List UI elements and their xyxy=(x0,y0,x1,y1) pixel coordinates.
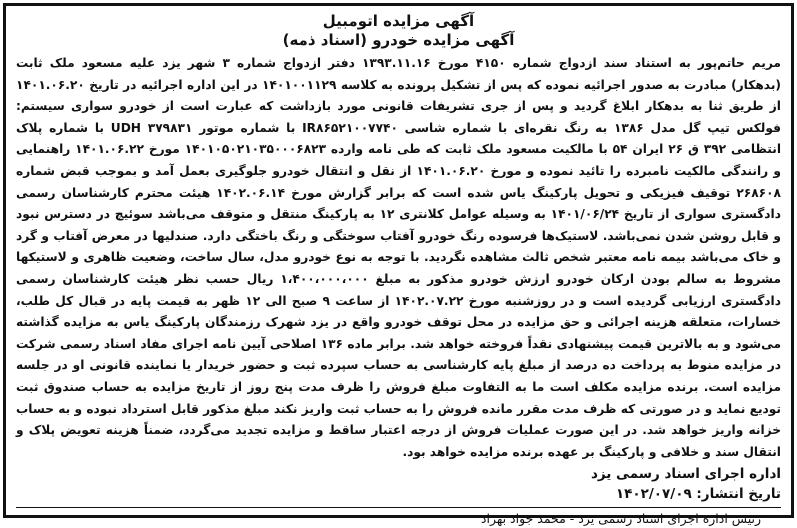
publish-date-label: تاریخ انتشار: xyxy=(696,486,781,503)
signatory: رئیس اداره اجرای اسناد رسمی یزد - محمد جواد بهراد xyxy=(480,511,761,527)
publish-date: ۱۴۰۲/۰۷/۰۹ xyxy=(615,486,692,503)
notice-paragraph: مریم حاتم‌پور به استناد سند ازدواج شماره ۴۱۵۰ مورخ ۱۳۹۳.۱۱.۱۶ دفتر ازدواج شماره ۳ شهر یزد علیه مسعود ملک ثابت (بدهکار) مبادرت به صدور اجرائیه نموده که پس از تشکیل پرونده به کلاسه ۱۴۰۱۰۰۱۱۲۹ در این اداره اجرائیه در تاریخ ۱۴۰۱.۰۶.۲۰ از طریق ثنا به بدهکار ابلاغ گردید و پس از جری تشریفات قانونی مورد بازداشت که عبارت است از خودرو سواری سیستم: فولکس تیپ گل مدل ۱۳۸۶ به رنگ نقره‌ای با شماره شاسی IR۸۶۵۲۱۰۰۷۷۴۰ با شماره موتور UDH ۳۷۹۸۳۱ با شماره پلاک انتظامی ۳۹۲ ق ۲۶ ایران ۵۴ با مالکیت مسعود ملک ثابت که طی نامه وارده ۱۴۰۱۰۵۰۲۱۰۳۵۰۰۰۶۸۲۳ مورخ ۱۴۰۱.۰۶.۲۲ راهنمایی و رانندگی مالکیت نامبرده را تائید نموده و مورخ ۱۴۰۱.۰۶.۲۰ از نقل و انتقال خودرو جلوگیری بعمل آمد و بموجب قبض شماره ۲۶۸۶۰۸ توقیف فیزیکی و تحویل پارکینگ یاس شده است که برابر گزارش مورخ ۱۴۰۲.۰۶.۱۴ هیئت محترم کارشناسان رسمی دادگستری سواری از تاریخ ۱۴۰۱/۰۶/۲۴ به وسیله عوامل کلانتری ۱۲ به پارکینگ منتقل و متوقف می‌باشد سوئیچ در دسترس نبود و قابل روشن شدن نمی‌باشد. لاستیک‌ها فرسوده رنگ خودرو آفتاب سوختگی و رنگ باختگی دارد. صندلیها در معرض آفتاب و گرد و خاک می‌باشد بیمه نامه معتبر شخص ثالث مشاهده نگردید. با توجه به نوع خودرو مدل، سال ساخت، وضعیت ظاهری و لاستیکها مشروط به سالم بودن ارکان خودرو ارزش خودرو مذکور به مبلغ ۱،۴۰۰،۰۰۰،۰۰۰ ریال حسب نظر هیئت کارشناسان رسمی دادگستری ارزیابی گردیده است و در روزشنبه مورخ ۱۴۰۲.۰۷.۲۲ از ساعت ۹ صبح الی ۱۲ ظهر به قیمت پایه در قبال کل طلب، خسارات، متعلقه هزینه اجرائی و حق مزایده در محل توقف خودرو واقع در یزد شهرک رزمندگان پارکینگ یاس به مزایده گذاشته می‌شود و به بالاترین قیمت پیشنهادی نقداً فروخته خواهد شد. برابر ماده ۱۳۶ اصلاحی آیین نامه اجرای مفاد اسناد رسمی شرکت در مزایده منوط به پرداخت ده درصد از مبلغ پایه کارشناسی به حساب سپرده ثبت و حضور خریدار یا نماینده قانونی او در جلسه مزایده است. برنده مزایده مکلف است ما به التفاوت مبلغ فروش را ظرف مدت پنج روز از تاریخ مزایده به حساب صندوق ثبت تودیع نماید و در صورتی که ظرف مدت مقرر مانده فروش را به حساب ثبت واریز نکند مبلغ مذکور قابل استرداد نبوده و به حساب خزانه واریز خواهد شد. در این صورت عملیات فروش از درجه اعتبار ساقط و مزایده تجدید می‌گردد، ضمناً هزینه تعویض پلاک و انتقال سند و خلافی و پارکینگ بر عهده برنده مزایده خواهد بود. xyxy=(16,56,782,459)
notice-body xyxy=(16,53,781,463)
auction-notice xyxy=(3,3,794,527)
publish-date-line xyxy=(16,484,781,504)
footer-divider xyxy=(16,507,781,508)
issuing-office: اداره اجرای اسناد رسمی یزد xyxy=(590,466,781,483)
notice-title: آگهی مزایده اتومبیل xyxy=(322,12,475,30)
notice-titles xyxy=(16,12,781,50)
notice-subtitle: آگهی مزایده خودرو (اسناد ذمه) xyxy=(282,31,515,49)
